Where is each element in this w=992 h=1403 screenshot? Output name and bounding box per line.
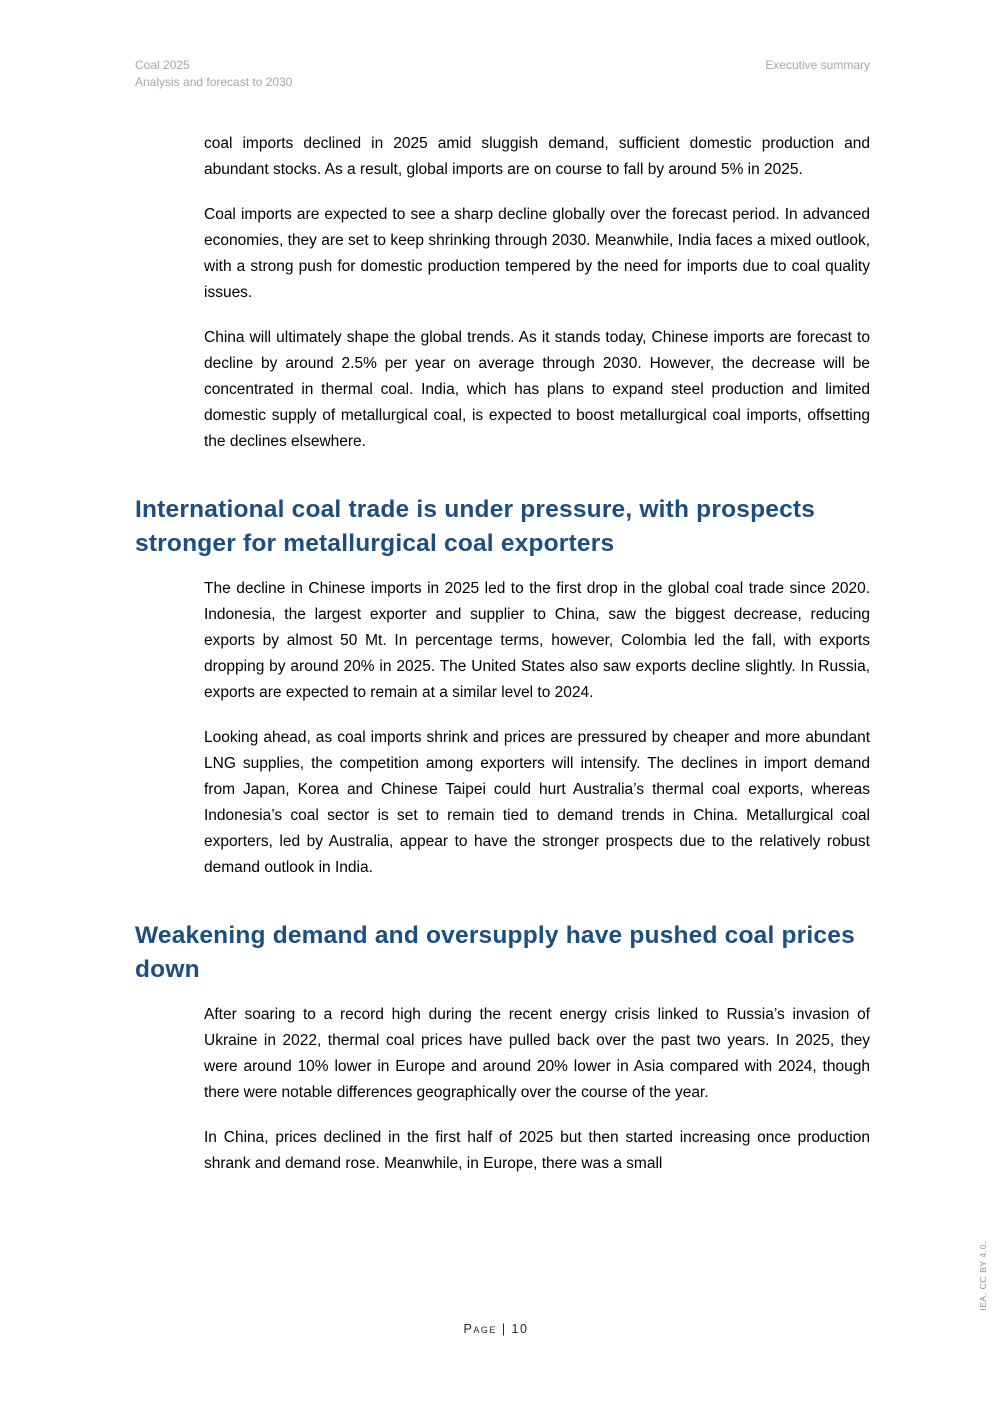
section-heading-weakening-demand-prices: Weakening demand and oversupply have pushed coal prices down [135,922,855,983]
report-subtitle: Analysis and forecast to 2030 [135,75,293,89]
paragraph-prices-pulled-back: After soaring to a record high during the recent energy crisis linked to Russia’s invasion of Ukraine in 2022, thermal coal prices have pulled back over the past two years. In 2025, they were around 10% lower in Europe and around 20% lower in Asia compared with 2024, though there were notable differences geographically over the course of the year. [204,1006,870,1101]
copyright-credit: IEA. CC BY 4.0. [978,1241,988,1311]
paragraph-exporter-competition: Looking ahead, as coal imports shrink and prices are pressured by cheaper and more abundant LNG supplies, the competition among exporters will intensify. The declines in import demand from Japan, Korea and Chinese Taipei could hurt Australia’s thermal coal exports, whereas Indonesia’s coal sector is set to remain tied to demand trends in China. Metallurgical coal exporters, led by Australia, appear to have the stronger prospects due to the relatively robust demand outlook in India. [204,729,870,876]
page-header [135,57,870,91]
header-section-label: Executive summary [765,58,870,72]
section-heading-international-coal-trade: International coal trade is under pressure, with prospects stronger for metallurgical coal exporters [135,496,816,557]
report-title-block [135,57,292,91]
paragraph-chinese-imports-drop: The decline in Chinese imports in 2025 led to the first drop in the global coal trade since 2020. Indonesia, the largest exporter and supplier to China, saw the biggest decrease, reducing exports by almost 50 Mt. In percentage terms, however, Colombia led the fall, with exports dropping by around 20% in 2025. The United States also saw exports decline slightly. In Russia, exports are expected to remain at a similar level to 2024. [204,580,870,701]
paragraph-sharp-decline-forecast: Coal imports are expected to see a sharp decline globally over the forecast period. In advanced economies, they are set to keep shrinking through 2030. Meanwhile, India faces a mixed outlook, with a strong push for domestic production tempered by the need for imports due to coal quality issues. [204,206,870,301]
page-footer [0,1322,992,1336]
paragraph-coal-imports-declined: coal imports declined in 2025 amid sluggish demand, sufficient domestic production and abundant stocks. As a result, global imports are on course to fall by around 5% in 2025. [204,135,870,178]
page-number: Page | 10 [463,1322,529,1336]
paragraph-china-prices-2025: In China, prices declined in the first half of 2025 but then started increasing once production shrank and demand rose. Meanwhile, in Europe, there was a small [204,1129,870,1172]
paragraph-china-shapes-trends: China will ultimately shape the global trends. As it stands today, Chinese imports are forecast to decline by around 2.5% per year on average through 2030. However, the decrease will be concentrated in thermal coal. India, which has plans to expand steel production and limited domestic supply of metallurgical coal, is expected to boost metallurgical coal imports, offsetting the declines elsewhere. [204,329,870,450]
report-title: Coal 2025 [135,58,190,72]
page-body [135,131,870,1196]
